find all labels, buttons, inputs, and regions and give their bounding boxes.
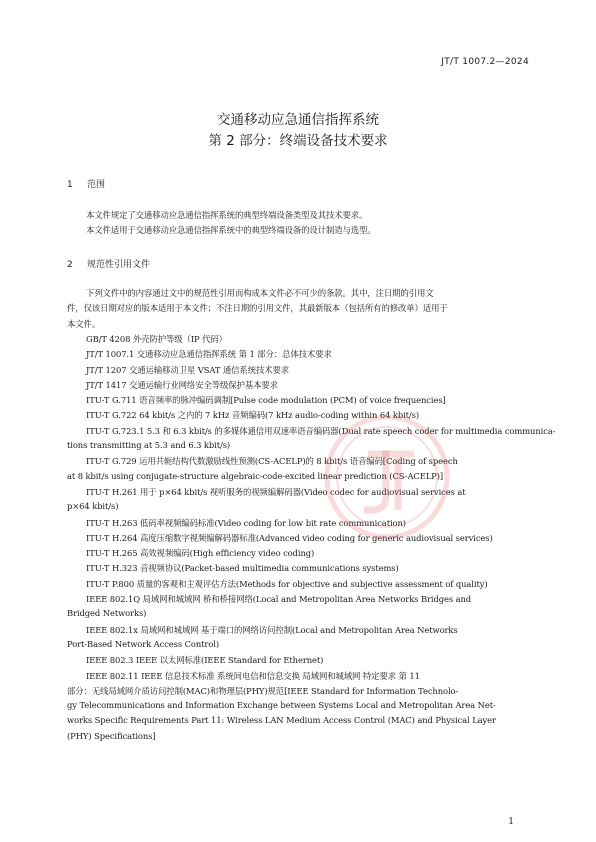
reference-item: JT/T 1007.1 交通移动应急通信指挥系统 第 1 部分：总体技术要求 bbox=[86, 349, 332, 360]
section-1-heading bbox=[67, 177, 105, 190]
reference-item: ITU-T G.723.1 5.3 和 6.3 kbit/s 的多媒体通信用双速率语音编码器(Dual rate speech coder for multimedia communica- bbox=[86, 425, 556, 436]
section-2-heading bbox=[67, 257, 150, 270]
reference-continuation: gy Telecommunications and Information Exchange between Systems Local and Metropolitan Area Net- bbox=[67, 700, 496, 711]
refs-intro-line: 件，仅该日期对应的版本适用于本文件；不注日期的引用文件，其最新版本（包括所有的修改单）适用于 bbox=[67, 303, 448, 314]
reference-continuation: 部分：无线局域网介质访问控制(MAC)和物理层(PHY)规范[IEEE Standard for Information Technolo- bbox=[67, 685, 459, 696]
reference-item: ITU-T G.711 语音频率的脉冲编码调制[Pulse code modulation (PCM) of voice frequencies] bbox=[86, 395, 446, 406]
section-title: 范围 bbox=[87, 180, 106, 190]
section-title: 规范性引用文件 bbox=[87, 260, 151, 270]
scope-paragraph-1: 本文件规定了交通移动应急通信指挥系统的典型终端设备类型及其技术要求。 bbox=[86, 210, 368, 220]
document-title-line1: 交通移动应急通信指挥系统 bbox=[217, 112, 379, 128]
reference-continuation: works Specific Requirements Part 11: Wireless LAN Medium Access Control (MAC) and Physical Layer bbox=[67, 715, 496, 726]
reference-item: ITU-T H.261 用于 p×64 kbit/s 视听服务的视频编解码器(Video codec for audiovisual services at bbox=[86, 486, 466, 497]
reference-item: ITU-T P.800 质量的客观和主观评估方法(Methods for objective and subjective assessment of quality) bbox=[86, 578, 488, 589]
reference-item: JT/T 1417 交通运输行业网络安全等级保护基本要求 bbox=[86, 379, 278, 390]
reference-item: ITU-T H.263 低码率视频编码标准(Video coding for low bit rate communication) bbox=[86, 517, 406, 528]
refs-intro-line: 下列文件中的内容通过文中的规范性引用而构成本文件必不可少的条款。其中，注日期的引用文 bbox=[86, 288, 434, 298]
page-number: 1 bbox=[508, 817, 514, 827]
reference-continuation: (PHY) Specifications] bbox=[67, 730, 156, 741]
reference-continuation: p×64 kbit/s) bbox=[67, 501, 119, 512]
reference-item: ITU-T G.729 运用共轭结构代数激励线性预测(CS-ACELP)的 8 kbit/s 语音编码[Coding of speech bbox=[86, 456, 458, 467]
reference-continuation: Bridged Networks) bbox=[67, 608, 147, 619]
scope-paragraph-2: 本文件适用于交通移动应急通信指挥系统中的典型终端设备的设计制造与选型。 bbox=[86, 225, 376, 235]
reference-item: ITU-T H.323 音视频协议(Packet-based multimedia communications systems) bbox=[86, 563, 399, 574]
reference-item: IEEE 802.1Q 局域网和城域网 桥和桥接网络(Local and Metropolitan Area Networks Bridges and bbox=[86, 594, 472, 604]
reference-continuation: Port-Based Network Access Control) bbox=[67, 638, 220, 649]
reference-item: ITU-T H.265 高效视频编码(High efficiency video coding) bbox=[86, 548, 315, 559]
document-title-line2: 第 2 部分：终端设备技术要求 bbox=[208, 133, 388, 149]
reference-item: ITU-T H.264 高度压缩数字视频编解码器标准(Advanced video coding for generic audiovisual services) bbox=[86, 532, 493, 543]
reference-continuation: at 8 kbit/s using conjugate-structure algebraic-code-excited linear prediction (CS-ACELP)] bbox=[67, 470, 444, 481]
standard-number: JT/T 1007.2—2024 bbox=[441, 57, 529, 67]
reference-item: GB/T 4208 外壳防护等级（IP 代码） bbox=[86, 333, 227, 344]
reference-continuation: tions transmitting at 5.3 and 6.3 kbit/s) bbox=[67, 440, 231, 450]
section-number: 2 bbox=[67, 260, 73, 270]
reference-item: IEEE 802.1x 局域网和城域网 基于端口的网络访问控制(Local and Metropolitan Area Networks bbox=[86, 624, 458, 635]
reference-item: IEEE 802.3 IEEE 以太网标准(IEEE Standard for Ethernet) bbox=[86, 655, 324, 666]
reference-item: JT/T 1207 交通运输移动卫星 VSAT 通信系统技术要求 bbox=[86, 364, 290, 375]
refs-intro-line: 本文件。 bbox=[67, 318, 101, 329]
reference-item: ITU-T G.722 64 kbit/s 之内的 7 kHz 音频编码(7 kHz audio-coding within 64 kbit/s) bbox=[86, 410, 420, 421]
reference-item: IEEE 802.11 IEEE 信息技术标准 系统间电信和信息交换 局域网和城域网 特定要求 第 11 bbox=[86, 670, 420, 681]
section-number: 1 bbox=[67, 180, 73, 190]
